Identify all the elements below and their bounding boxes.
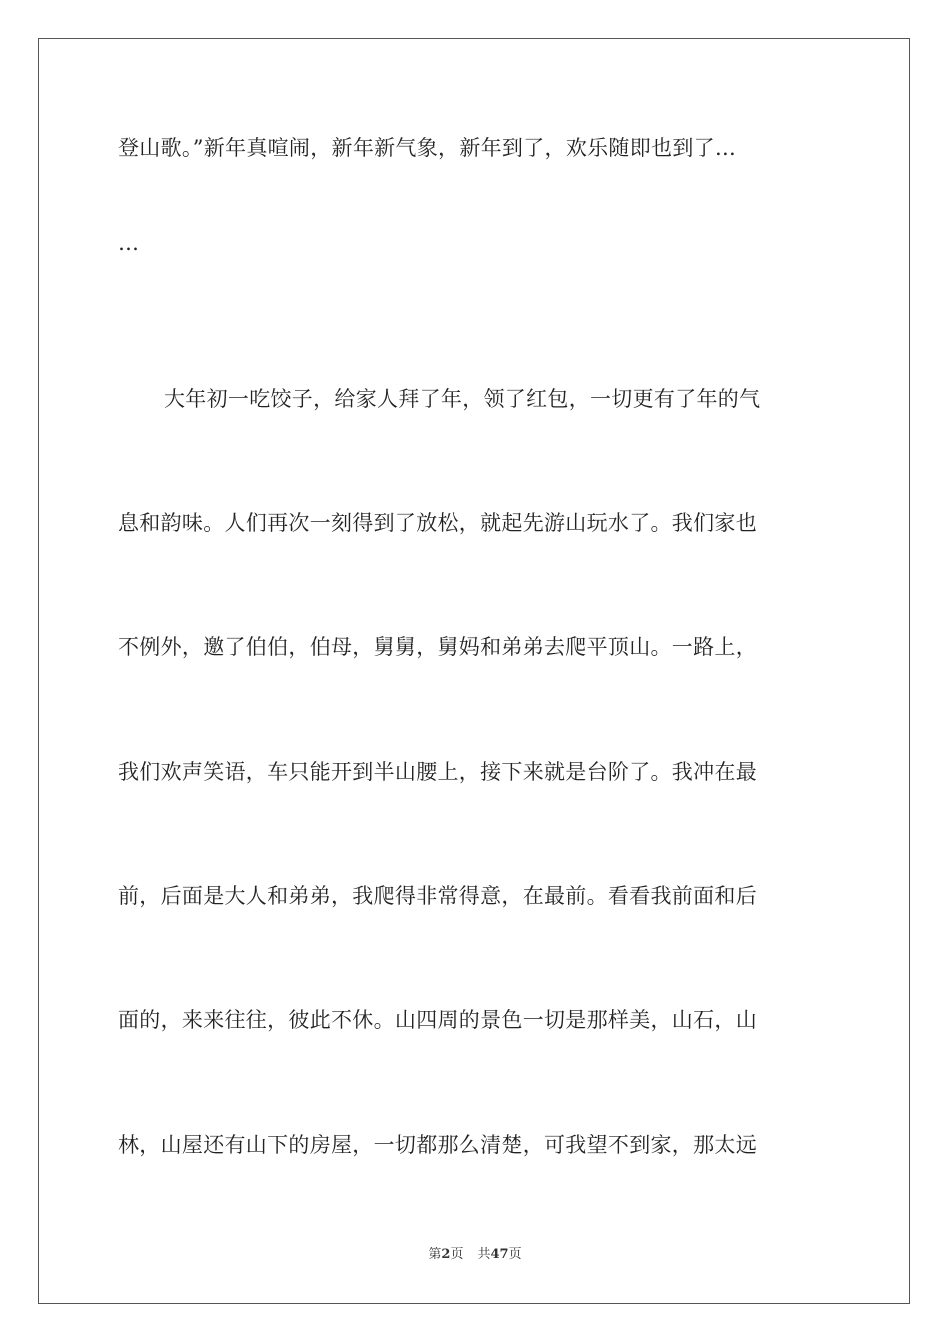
text-line: 我们欢声笑语，车只能开到半山腰上，接下来就是台阶了。我冲在最	[118, 760, 757, 784]
total-unit: 页	[508, 1247, 522, 1262]
paragraph-first-line: 大年初一吃饺子，给家人拜了年，领了红包，一切更有了年的气	[164, 387, 761, 411]
total-prefix: 共	[477, 1247, 491, 1262]
total-page-count: 47	[490, 1247, 509, 1262]
text-line: 登山歌。”新年真喧闹，新年新气象，新年到了，欢乐随即也到了…	[118, 136, 737, 160]
text-line: 不例外，邀了伯伯，伯母，舅舅，舅妈和弟弟去爬平顶山。一路上，	[118, 635, 757, 659]
page-unit: 页	[450, 1247, 464, 1262]
current-page-number: 2	[441, 1247, 451, 1262]
page-footer	[0, 1246, 950, 1264]
text-line: …	[118, 231, 140, 255]
text-line: 面的，来来往往，彼此不休。山四周的景色一切是那样美，山石，山	[118, 1008, 757, 1032]
text-line: 前，后面是大人和弟弟，我爬得非常得意，在最前。看看我前面和后	[118, 884, 757, 908]
text-line: 林，山屋还有山下的房屋，一切都那么清楚，可我望不到家，那太远	[118, 1133, 757, 1157]
page-prefix: 第	[428, 1247, 442, 1262]
text-line: 息和韵味。人们再次一刻得到了放松，就起先游山玩水了。我们家也	[118, 511, 757, 535]
